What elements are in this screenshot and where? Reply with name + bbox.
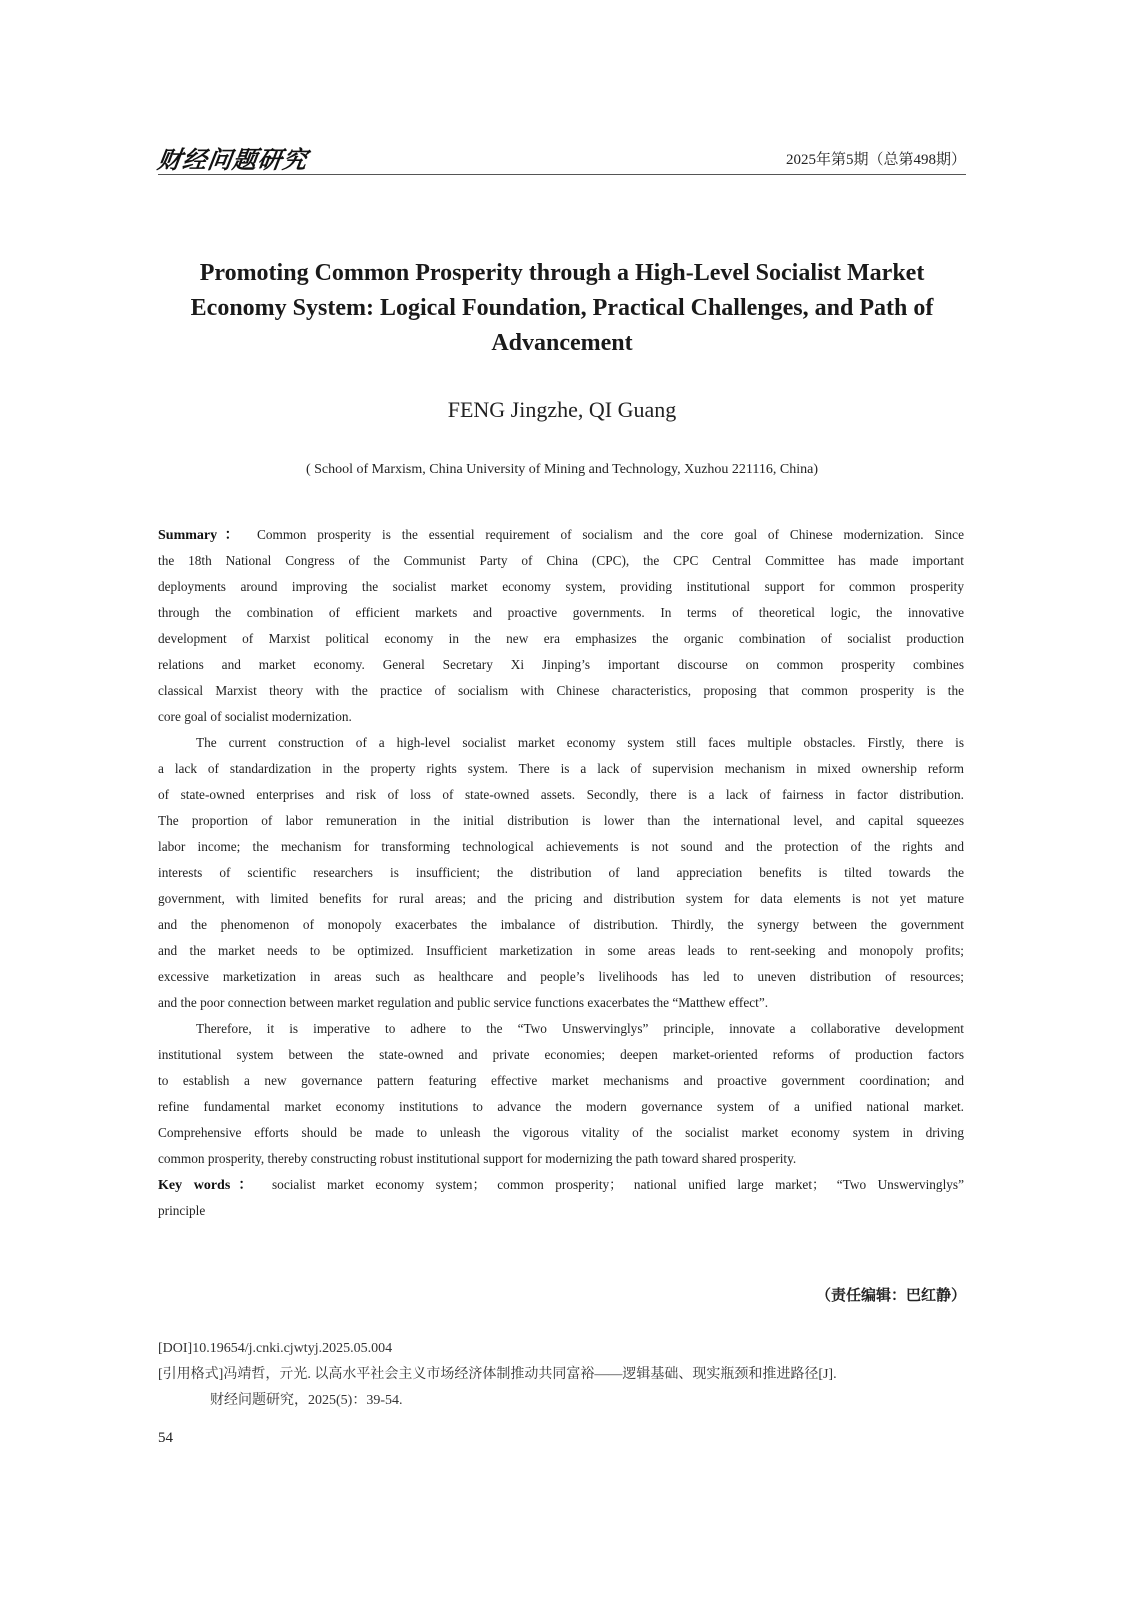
title-line: Promoting Common Prosperity through a High-Level Socialist Market bbox=[199, 260, 925, 286]
abstract-line: labor income; the mechanism for transforming technological achievements is not sound and the protection of the rights and bbox=[158, 839, 964, 854]
authors: FENG Jingzhe, QI Guang bbox=[447, 397, 677, 422]
responsible-editor: （责任编辑：巴红静） bbox=[815, 1286, 966, 1304]
abstract-line: and the phenomenon of monopoly exacerbates the imbalance of distribution. Thirdly, the synergy between the government bbox=[158, 917, 964, 932]
abstract-line: relations and market economy. General Secretary Xi Jinping’s important discourse on common prosperity combines bbox=[158, 657, 964, 672]
summary-label: Summary： bbox=[158, 528, 247, 543]
abstract-line: core goal of socialist modernization. bbox=[158, 709, 352, 724]
abstract-line: institutional system between the state-owned and private economies; deepen market-oriented reforms of production factors bbox=[158, 1047, 964, 1062]
abstract bbox=[158, 522, 964, 1224]
abstract-line: through the combination of efficient markets and proactive governments. In terms of theoretical logic, the innovative bbox=[158, 605, 964, 620]
abstract-line: the 18th National Congress of the Communist Party of China (CPC), the CPC Central Committee has made important bbox=[158, 553, 964, 568]
abstract-line: Therefore, it is imperative to adhere to the “Two Unswervinglys” principle, innovate a collaborative development bbox=[196, 1021, 964, 1036]
abstract-line: interests of scientific researchers is insufficient; the distribution of land appreciation benefits is tilted towards the bbox=[158, 865, 964, 880]
abstract-line: common prosperity, thereby constructing robust institutional support for modernizing the path toward shared prosperity. bbox=[158, 1151, 797, 1166]
abstract-line: government, with limited benefits for rural areas; and the pricing and distribution system for data elements is not yet mature bbox=[158, 891, 964, 906]
keywords-text: socialist market economy system； common prosperity； national unified large market； “Two Unswervinglys” bbox=[272, 1177, 964, 1192]
abstract-line: development of Marxist political economy in the new era emphasizes the organic combination of socialist production bbox=[158, 631, 964, 646]
references bbox=[158, 1336, 966, 1414]
abstract-line: and the poor connection between market regulation and public service functions exacerbates the “Matthew effect”. bbox=[158, 995, 769, 1010]
citation-format-continued: 财经问题研究，2025(5)：39-54. bbox=[210, 1393, 403, 1408]
abstract-line: The current construction of a high-level socialist market economy system still faces multiple obstacles. Firstly, there is bbox=[196, 735, 964, 750]
page-number: 54 bbox=[158, 1430, 173, 1446]
abstract-line: deployments around improving the socialist market economy system, providing institutional support for common prosperity bbox=[158, 579, 964, 594]
journal-header bbox=[155, 140, 966, 175]
keywords-label: Key words： bbox=[158, 1178, 261, 1193]
keywords-line bbox=[158, 1172, 964, 1198]
issue-info: 2025年第5期（总第498期） bbox=[785, 152, 966, 168]
affiliation: ( School of Marxism, China University of Mining and Technology, Xuzhou 221116, China) bbox=[305, 462, 819, 477]
abstract-text: Common prosperity is the essential requirement of socialism and the core goal of Chinese modernization. Since bbox=[256, 527, 964, 542]
abstract-line: refine fundamental market economy institutions to advance the modern governance system of a unified national market. bbox=[158, 1099, 964, 1114]
abstract-line: a lack of standardization in the property rights system. There is a lack of supervision mechanism in mixed ownership reform bbox=[158, 761, 964, 776]
abstract-line: The proportion of labor remuneration in the initial distribution is lower than the international level, and capital squeezes bbox=[158, 813, 964, 828]
abstract-line: Comprehensive efforts should be made to unleash the vigorous vitality of the socialist market economy system in driving bbox=[158, 1125, 964, 1140]
abstract-line: and the market needs to be optimized. Insufficient marketization in some areas leads to rent-seeking and monopoly profits; bbox=[158, 943, 964, 958]
title-line: Advancement bbox=[491, 330, 633, 356]
abstract-line: of state-owned enterprises and risk of loss of state-owned assets. Secondly, there is a lack of fairness in factor distribution. bbox=[158, 787, 964, 802]
doi[interactable]: [DOI]10.19654/j.cnki.cjwtyj.2025.05.004 bbox=[158, 1341, 393, 1356]
abstract-line: classical Marxist theory with the practice of socialism with Chinese characteristics, proposing that common prosperity is the bbox=[158, 683, 964, 698]
article-title bbox=[140, 256, 984, 361]
keywords-line: principle bbox=[158, 1203, 206, 1218]
abstract-line bbox=[158, 522, 964, 548]
abstract-line: excessive marketization in areas such as healthcare and people’s livelihoods has led to uneven distribution of resources; bbox=[158, 969, 964, 984]
title-line: Economy System: Logical Foundation, Practical Challenges, and Path of bbox=[190, 295, 934, 321]
abstract-line: to establish a new governance pattern featuring effective market mechanisms and proactive government coordination; and bbox=[158, 1073, 964, 1088]
journal-logo: 财经问题研究 bbox=[155, 145, 310, 174]
citation-format: [引用格式]冯靖哲，亓光. 以高水平社会主义市场经济体制推动共同富裕——逻辑基础、现实瓶颈和推进路径[J]. bbox=[158, 1367, 837, 1382]
